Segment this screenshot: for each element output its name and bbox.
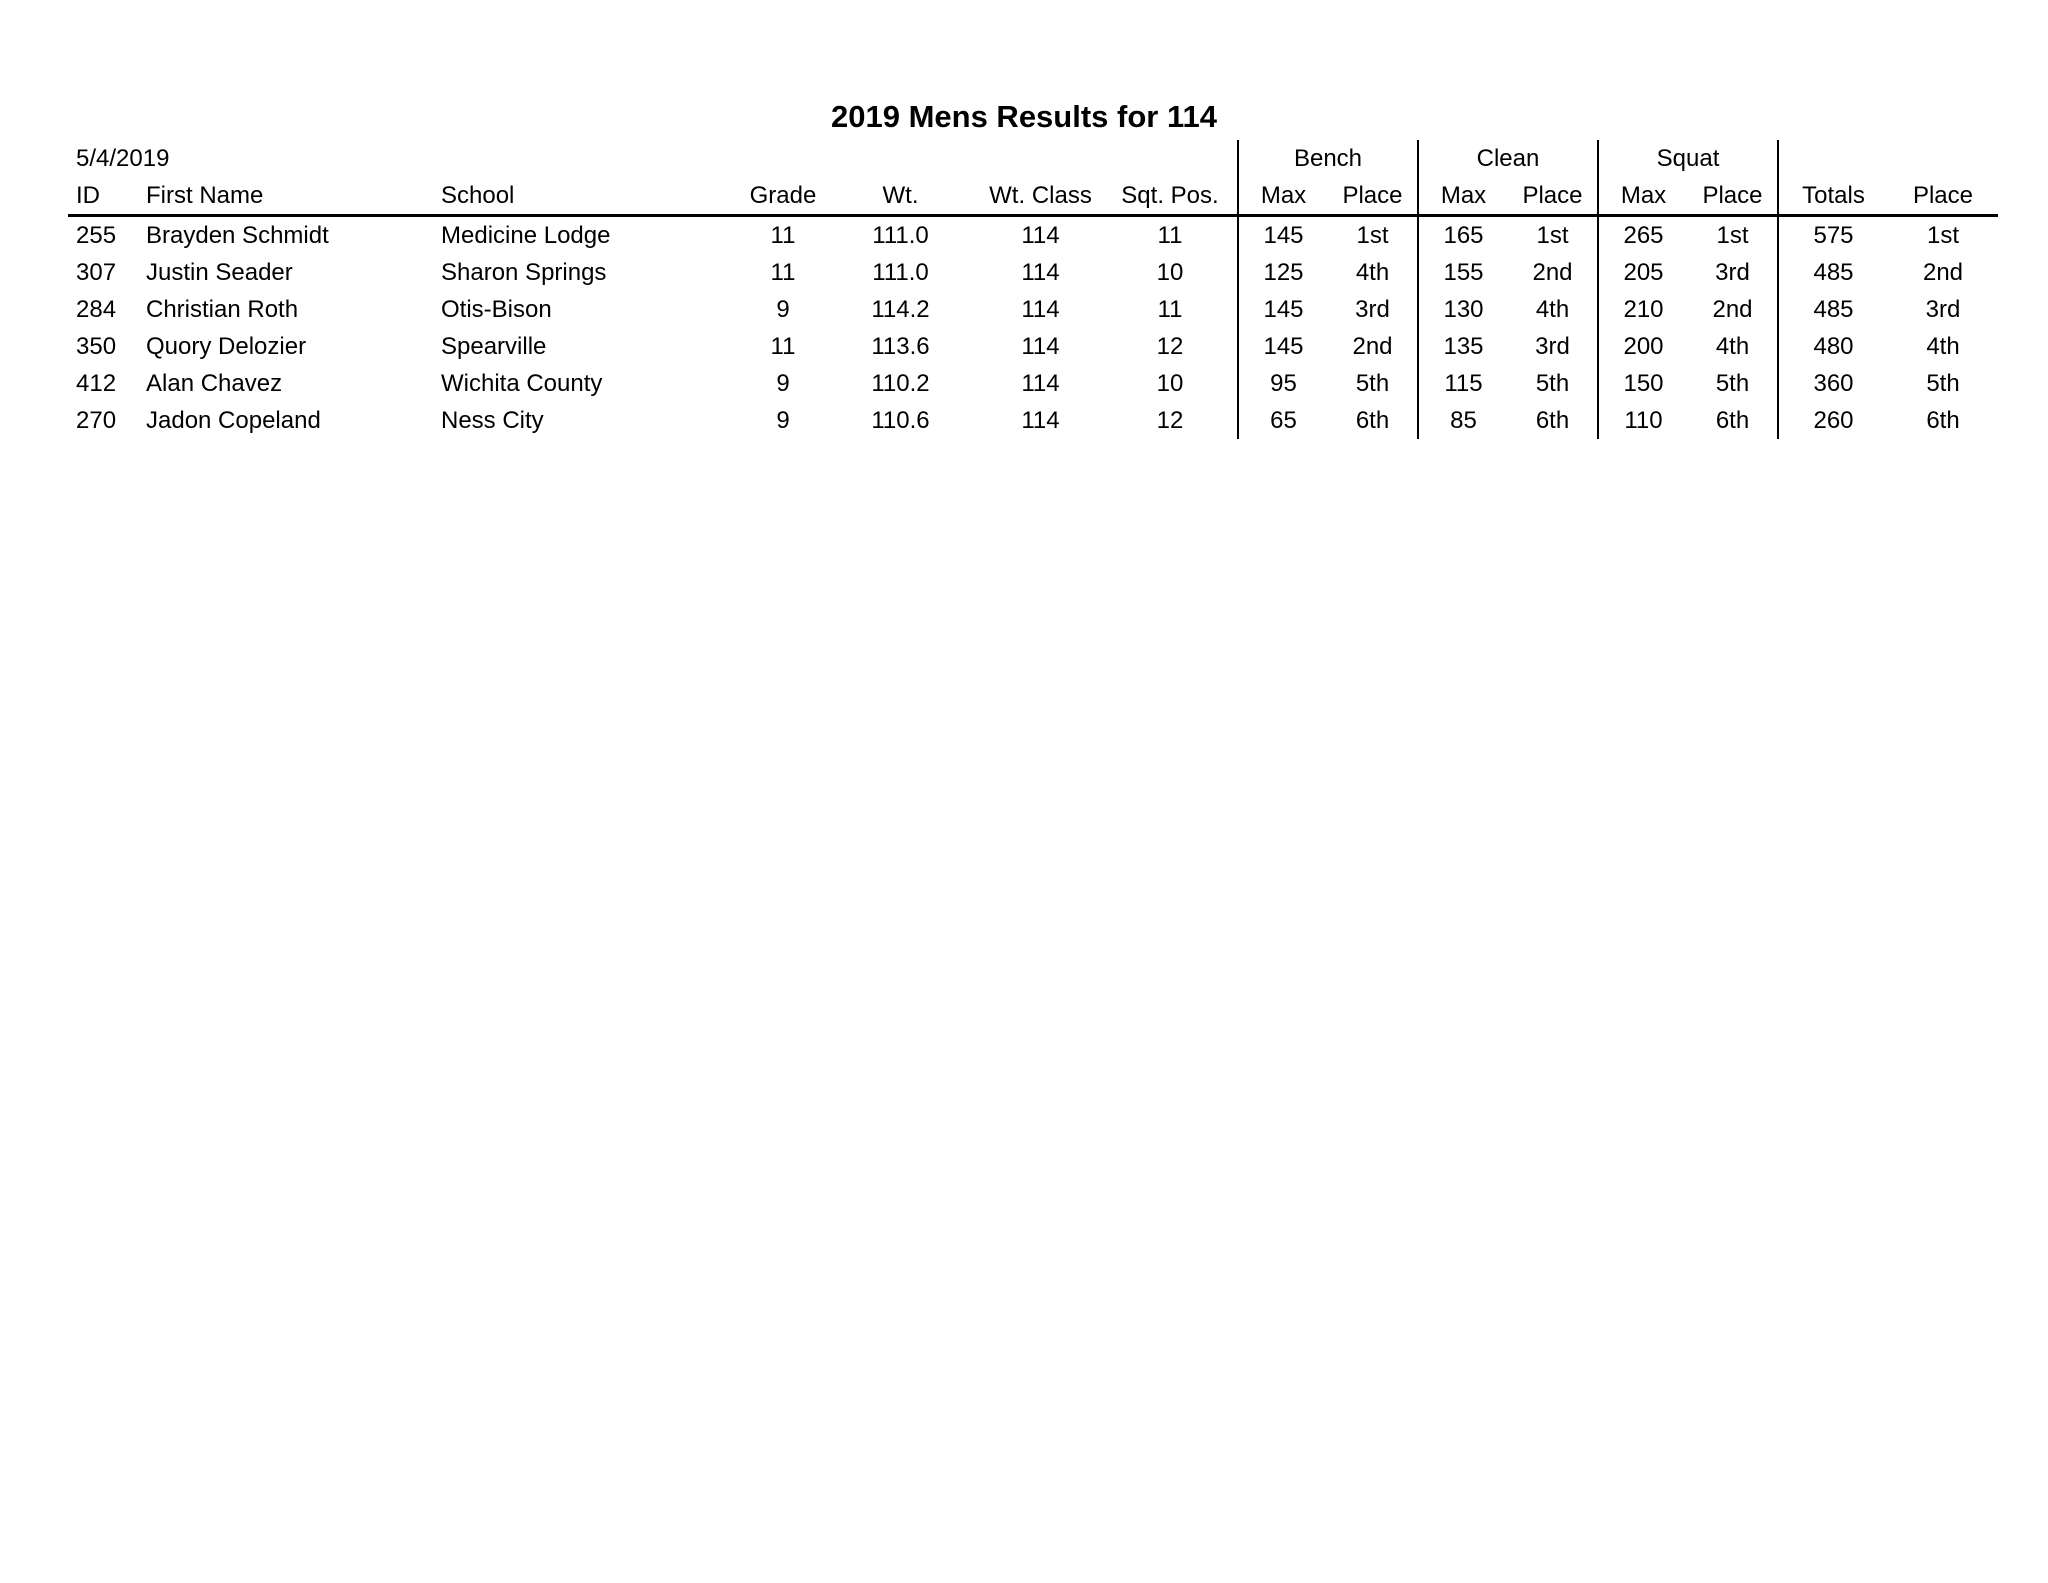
header-sqt-pos: Sqt. Pos. <box>1103 177 1238 216</box>
cell-wt-class: 114 <box>1021 332 1060 360</box>
table-row <box>68 254 1998 291</box>
cell-id: 270 <box>76 406 117 434</box>
cell-wt: 110.6 <box>871 406 930 434</box>
cell-bench-place: 3rd <box>1355 295 1390 323</box>
cell-wt-class: 114 <box>1021 258 1060 286</box>
header-school: School <box>433 177 743 216</box>
header-clean-max: Max <box>1418 177 1508 216</box>
cell-squat-max: 150 <box>1598 365 1688 402</box>
cell-wt: 114.2 <box>871 295 930 323</box>
cell-grade: 9 <box>776 369 790 397</box>
cell-squat-place: 4th <box>1715 332 1750 360</box>
cell-clean-max: 85 <box>1418 402 1508 439</box>
cell-wt: 113.6 <box>871 332 930 360</box>
cell-first-name: Alan Chavez <box>146 369 283 397</box>
cell-first-name: Justin Seader <box>146 258 293 286</box>
cell-bench-place: 6th <box>1355 406 1390 434</box>
cell-sqt-pos: 11 <box>1157 295 1183 323</box>
cell-school: Spearville <box>441 332 547 360</box>
cell-place: 2nd <box>1922 258 1964 286</box>
cell-id: 412 <box>76 369 117 397</box>
cell-grade: 11 <box>770 258 796 286</box>
table-row <box>68 328 1998 365</box>
group-clean: Clean <box>1418 140 1598 177</box>
cell-squat-max: 205 <box>1598 254 1688 291</box>
cell-squat-max: 265 <box>1598 216 1688 255</box>
cell-bench-place: 4th <box>1355 258 1390 286</box>
cell-first-name: Quory Delozier <box>146 332 307 360</box>
cell-clean-max: 135 <box>1418 328 1508 365</box>
cell-school: Ness City <box>441 406 544 434</box>
cell-grade: 11 <box>770 221 796 249</box>
table-row <box>68 402 1998 439</box>
cell-clean-place: 3rd <box>1535 332 1570 360</box>
cell-bench-max: 145 <box>1238 291 1328 328</box>
cell-squat-place: 5th <box>1715 369 1750 397</box>
cell-place: 5th <box>1926 369 1960 397</box>
cell-clean-place: 6th <box>1535 406 1570 434</box>
cell-sqt-pos: 11 <box>1157 221 1183 249</box>
cell-wt-class: 114 <box>1021 295 1060 323</box>
header-bench-max: Max <box>1238 177 1328 216</box>
cell-sqt-pos: 12 <box>1156 332 1184 360</box>
cell-totals: 485 <box>1778 291 1888 328</box>
cell-totals: 360 <box>1778 365 1888 402</box>
table-row <box>68 365 1998 402</box>
cell-school: Medicine Lodge <box>441 221 611 249</box>
cell-wt-class: 114 <box>1021 369 1060 397</box>
cell-grade: 9 <box>776 295 790 323</box>
header-wt: Wt. <box>823 177 978 216</box>
cell-grade: 9 <box>776 406 790 434</box>
table-row <box>68 291 1998 328</box>
cell-totals: 480 <box>1778 328 1888 365</box>
group-squat: Squat <box>1598 140 1778 177</box>
table-row <box>68 216 1998 255</box>
results-table <box>68 140 1998 439</box>
group-header-row <box>68 140 1998 177</box>
header-place: Place <box>1888 177 1998 216</box>
cell-grade: 11 <box>770 332 796 360</box>
cell-bench-place: 2nd <box>1352 332 1393 360</box>
cell-wt: 111.0 <box>872 221 929 249</box>
cell-squat-place: 6th <box>1715 406 1750 434</box>
header-first-name: First Name <box>138 177 433 216</box>
cell-squat-place: 3rd <box>1715 258 1750 286</box>
cell-sqt-pos: 12 <box>1156 406 1184 434</box>
cell-wt: 110.2 <box>871 369 930 397</box>
cell-sqt-pos: 10 <box>1156 258 1184 286</box>
cell-squat-place: 1st <box>1716 221 1749 249</box>
cell-first-name: Christian Roth <box>146 295 299 323</box>
cell-clean-max: 115 <box>1418 365 1508 402</box>
cell-clean-max: 165 <box>1418 216 1508 255</box>
cell-squat-max: 210 <box>1598 291 1688 328</box>
cell-school: Otis-Bison <box>441 295 552 323</box>
header-totals: Totals <box>1778 177 1888 216</box>
cell-sqt-pos: 10 <box>1156 369 1184 397</box>
cell-bench-max: 145 <box>1238 328 1328 365</box>
cell-bench-place: 5th <box>1355 369 1390 397</box>
cell-place: 4th <box>1926 332 1960 360</box>
cell-totals: 575 <box>1778 216 1888 255</box>
cell-clean-place: 2nd <box>1532 258 1573 286</box>
cell-school: Wichita County <box>441 369 603 397</box>
cell-clean-place: 1st <box>1536 221 1569 249</box>
cell-squat-max: 110 <box>1598 402 1688 439</box>
header-clean-place: Place <box>1508 177 1598 216</box>
column-header-row <box>68 177 1998 216</box>
header-bench-place: Place <box>1328 177 1418 216</box>
header-grade: Grade <box>743 177 823 216</box>
meet-date: 5/4/2019 <box>76 144 170 172</box>
cell-first-name: Jadon Copeland <box>146 406 321 434</box>
header-id: ID <box>68 177 138 216</box>
cell-squat-max: 200 <box>1598 328 1688 365</box>
cell-totals: 485 <box>1778 254 1888 291</box>
cell-squat-place: 2nd <box>1712 295 1753 323</box>
cell-place: 3rd <box>1925 295 1961 323</box>
cell-clean-place: 5th <box>1535 369 1570 397</box>
cell-clean-max: 130 <box>1418 291 1508 328</box>
cell-place: 6th <box>1926 406 1960 434</box>
cell-clean-max: 155 <box>1418 254 1508 291</box>
header-squat-max: Max <box>1598 177 1688 216</box>
cell-wt-class: 114 <box>1021 221 1060 249</box>
cell-id: 284 <box>76 295 117 323</box>
cell-id: 350 <box>76 332 117 360</box>
cell-wt: 111.0 <box>872 258 929 286</box>
cell-wt-class: 114 <box>1021 406 1060 434</box>
cell-id: 307 <box>76 258 117 286</box>
header-squat-place: Place <box>1688 177 1778 216</box>
cell-bench-max: 145 <box>1238 216 1328 255</box>
cell-clean-place: 4th <box>1535 295 1570 323</box>
cell-school: Sharon Springs <box>441 258 607 286</box>
page-title: 2019 Mens Results for 114 <box>831 99 1217 134</box>
header-wt-class: Wt. Class <box>978 177 1103 216</box>
cell-first-name: Brayden Schmidt <box>146 221 329 249</box>
cell-bench-place: 1st <box>1356 221 1389 249</box>
cell-bench-max: 125 <box>1238 254 1328 291</box>
cell-id: 255 <box>76 221 117 249</box>
cell-totals: 260 <box>1778 402 1888 439</box>
cell-bench-max: 95 <box>1238 365 1328 402</box>
cell-bench-max: 65 <box>1238 402 1328 439</box>
cell-place: 1st <box>1926 221 1959 249</box>
group-bench: Bench <box>1238 140 1418 177</box>
